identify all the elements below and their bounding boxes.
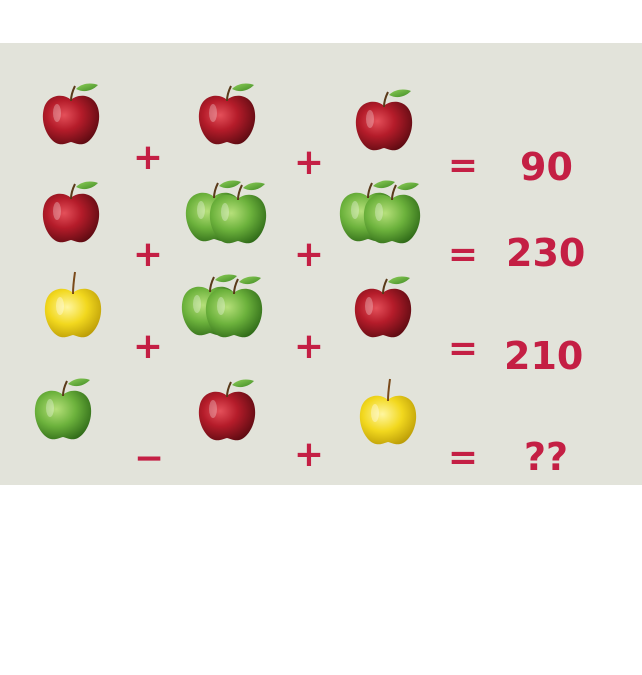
apple-math-puzzle — [0, 43, 642, 485]
equals-sign: = — [447, 328, 479, 369]
red-apple-icon — [352, 273, 414, 341]
plus-operator: + — [293, 326, 325, 367]
equals-sign: = — [447, 145, 479, 186]
plus-operator: + — [293, 142, 325, 183]
plus-operator: + — [132, 234, 164, 275]
equals-sign: = — [447, 234, 479, 275]
two-green-apples-icon — [337, 176, 425, 246]
red-apple-icon — [196, 80, 258, 148]
red-apple-icon — [196, 376, 258, 444]
red-apple-icon — [40, 80, 102, 148]
equals-sign: = — [447, 437, 479, 478]
red-apple-icon — [353, 86, 415, 154]
plus-operator: + — [293, 434, 325, 475]
green-apple-icon — [32, 374, 94, 442]
yellow-apple-icon — [42, 270, 104, 340]
row-result: 230 — [506, 231, 586, 275]
row-result: 90 — [520, 145, 573, 189]
two-green-apples-icon — [183, 176, 271, 246]
minus-operator: − — [133, 438, 165, 479]
plus-operator: + — [132, 326, 164, 367]
unknown-result: ?? — [524, 435, 569, 479]
yellow-apple-icon — [357, 377, 419, 447]
red-apple-icon — [40, 178, 102, 246]
two-green-apples-icon — [179, 270, 267, 340]
row-result: 210 — [504, 334, 584, 378]
plus-operator: + — [293, 234, 325, 275]
plus-operator: + — [132, 137, 164, 178]
